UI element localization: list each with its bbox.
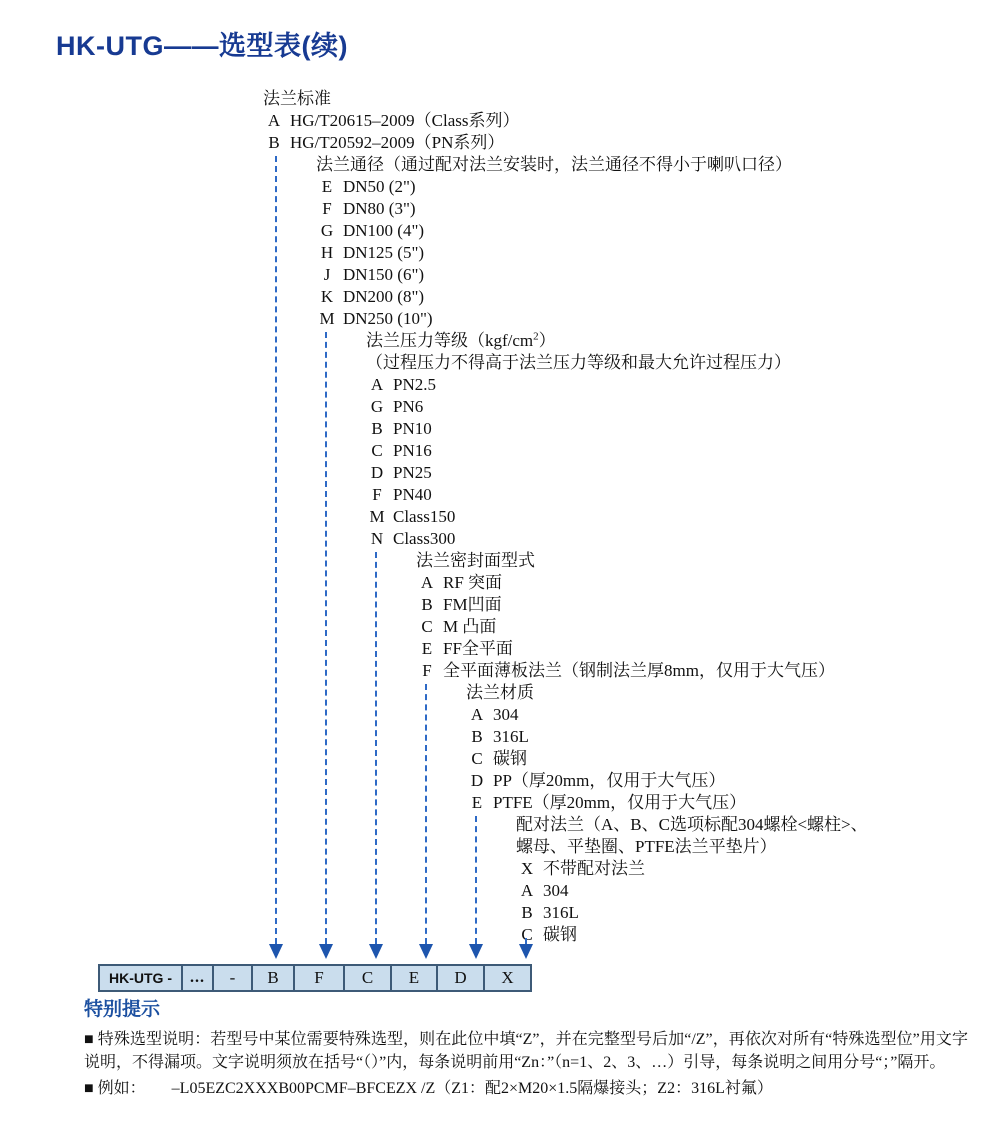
option-line: [263, 132, 504, 154]
selection-tree: [0, 88, 1000, 948]
option-code: D: [370, 463, 384, 482]
option-line: [516, 880, 569, 902]
code-cell: D: [436, 966, 483, 990]
option-text: 法兰材质: [466, 683, 534, 702]
option-code: K: [320, 287, 334, 306]
option-code: E: [321, 177, 333, 196]
option-text: 不带配对法兰: [543, 859, 645, 878]
option-text: 螺母、平垫圈、PTFE法兰平垫片）: [516, 837, 777, 856]
option-code: B: [371, 419, 383, 438]
special-notes: [84, 994, 968, 1100]
option-code: F: [372, 485, 382, 504]
code-cell: C: [343, 966, 390, 990]
notes-example-label: ■ 例如：: [84, 1080, 146, 1097]
option-line: [416, 616, 496, 638]
option-code: G: [320, 221, 334, 240]
option-code: M: [369, 507, 385, 526]
option-text: 碳钢: [493, 749, 527, 768]
option-line: [316, 308, 433, 330]
option-code: C: [371, 441, 383, 460]
option-text: PN6: [393, 397, 424, 416]
option-code: M: [319, 309, 335, 328]
section-header-line: [516, 836, 777, 858]
section-header-line: [516, 814, 868, 836]
option-text: 304: [543, 881, 569, 900]
option-line: [316, 264, 424, 286]
option-line: [366, 418, 432, 440]
option-text: FM凹面: [443, 595, 502, 614]
option-text: HG/T20615–2009（Class系列）: [290, 111, 520, 130]
option-line: [416, 594, 502, 616]
option-line: [263, 110, 520, 132]
section-header-line: [263, 88, 331, 110]
dashed-guide-line: [325, 332, 327, 944]
option-line: [466, 770, 725, 792]
option-text: PN2.5: [393, 375, 436, 394]
option-line: [416, 572, 502, 594]
option-text: DN250 (10"): [343, 309, 433, 328]
option-text: 法兰密封面型式: [416, 551, 535, 570]
code-cell: ...: [181, 966, 212, 990]
option-code: E: [471, 793, 483, 812]
code-cell: -: [212, 966, 251, 990]
option-line: [366, 396, 423, 418]
dashed-guide-line: [425, 684, 427, 944]
code-cell: E: [390, 966, 436, 990]
option-line: [416, 660, 835, 682]
section-header-line: [366, 330, 556, 352]
option-text: FF全平面: [443, 639, 513, 658]
option-line: [466, 792, 746, 814]
option-line: [316, 286, 424, 308]
option-text: PN40: [393, 485, 432, 504]
option-text: DN100 (4"): [343, 221, 425, 240]
option-text: DN125 (5"): [343, 243, 425, 262]
option-code: J: [323, 265, 331, 284]
option-code: B: [268, 133, 280, 152]
option-code: A: [470, 705, 484, 724]
option-text: Class150: [393, 507, 456, 526]
section-header-line: [466, 682, 534, 704]
code-cell: X: [483, 966, 530, 990]
option-code: B: [471, 727, 483, 746]
notes-example-code: –L05EZC2XXXB00PCMF–BFCEZX /Z（Z1：配2×M20×1.5隔爆接头；Z2：316L衬氟）: [171, 1080, 773, 1097]
option-text: （过程压力不得高于法兰压力等级和最大允许过程压力）: [366, 353, 791, 372]
option-text: 316L: [493, 727, 529, 746]
option-text: DN50 (2"): [343, 177, 416, 196]
model-code-bar: [98, 964, 532, 992]
dashed-guide-line: [475, 816, 477, 944]
dashed-guide-line: [375, 552, 377, 944]
section-header-line: [366, 352, 791, 374]
option-line: [366, 484, 432, 506]
option-code: X: [520, 859, 534, 878]
option-text: 304: [493, 705, 519, 724]
option-text: 法兰标准: [263, 89, 331, 108]
notes-paragraph: ■ 特殊选型说明：若型号中某位需要特殊选型，则在此位中填“Z”，并在完整型号后加“/Z”，再依次对所有“特殊选型位”用文字说明，不得漏项。文字说明须放在括号“（）”内，每条说明前用“Zn：”（n=1、2、3、…）引导，每条说明之间用分号“；”隔开。: [84, 1031, 968, 1071]
down-arrow-icon: [319, 944, 333, 959]
option-code: C: [471, 749, 483, 768]
option-code: A: [420, 573, 434, 592]
option-text: 碳钢: [543, 925, 577, 944]
down-arrow-icon: [519, 944, 533, 959]
option-line: [366, 506, 455, 528]
option-code: A: [520, 881, 534, 900]
option-line: [516, 858, 645, 880]
option-code: F: [322, 199, 332, 218]
code-cell: B: [251, 966, 293, 990]
option-text: PN16: [393, 441, 432, 460]
option-line: [316, 176, 416, 198]
option-line: [516, 902, 579, 924]
down-arrow-icon: [369, 944, 383, 959]
section-header-line: [316, 154, 792, 176]
option-text: DN150 (6"): [343, 265, 425, 284]
option-text: PP（厚20mm，仅用于大气压）: [493, 771, 726, 790]
option-line: [366, 462, 432, 484]
option-line: [466, 726, 529, 748]
option-line: [316, 242, 424, 264]
option-text: DN80 (3"): [343, 199, 416, 218]
option-code: B: [421, 595, 433, 614]
down-arrow-icon: [269, 944, 283, 959]
option-text: M 凸面: [443, 617, 497, 636]
section-header-line: [416, 550, 535, 572]
option-line: [466, 748, 527, 770]
option-line: [316, 198, 416, 220]
option-text: 法兰通径（通过配对法兰安装时，法兰通径不得小于喇叭口径）: [316, 155, 792, 174]
notes-heading: 特别提示: [84, 999, 161, 1020]
code-cell: F: [293, 966, 343, 990]
superscript: 2: [533, 330, 539, 343]
down-arrow-icon: [469, 944, 483, 959]
down-arrow-icon: [419, 944, 433, 959]
option-code: C: [521, 925, 533, 944]
page-title: HK-UTG——选型表(续): [56, 31, 348, 61]
option-text-tail: ）: [538, 331, 556, 350]
option-line: [316, 220, 424, 242]
option-code: C: [421, 617, 433, 636]
option-text: PN25: [393, 463, 432, 482]
option-code: H: [320, 243, 334, 262]
option-code: N: [370, 529, 384, 548]
option-line: [366, 440, 432, 462]
option-text: Class300: [393, 529, 456, 548]
dashed-guide-line: [275, 156, 277, 944]
option-code: E: [421, 639, 433, 658]
option-code: G: [370, 397, 384, 416]
option-line: [366, 528, 455, 550]
option-line: [466, 704, 519, 726]
option-code: A: [370, 375, 384, 394]
notes-example: [84, 1077, 968, 1100]
code-cell-prefix: HK-UTG -: [109, 970, 172, 986]
option-text: RF 突面: [443, 573, 503, 592]
option-text: 全平面薄板法兰（钢制法兰厚8mm，仅用于大气压）: [443, 661, 835, 680]
option-code: B: [521, 903, 533, 922]
option-text: 配对法兰（A、B、C选项标配304螺栓<螺柱>、: [516, 815, 868, 834]
option-text: HG/T20592–2009（PN系列）: [290, 133, 505, 152]
option-text: 316L: [543, 903, 579, 922]
option-code: A: [267, 111, 281, 130]
option-text: PN10: [393, 419, 432, 438]
option-text: 法兰压力等级（kgf/cm: [366, 331, 534, 350]
option-line: [416, 638, 513, 660]
option-line: [366, 374, 436, 396]
option-text: PTFE（厚20mm，仅用于大气压）: [493, 793, 747, 812]
option-code: D: [470, 771, 484, 790]
option-code: F: [422, 661, 432, 680]
option-text: DN200 (8"): [343, 287, 425, 306]
